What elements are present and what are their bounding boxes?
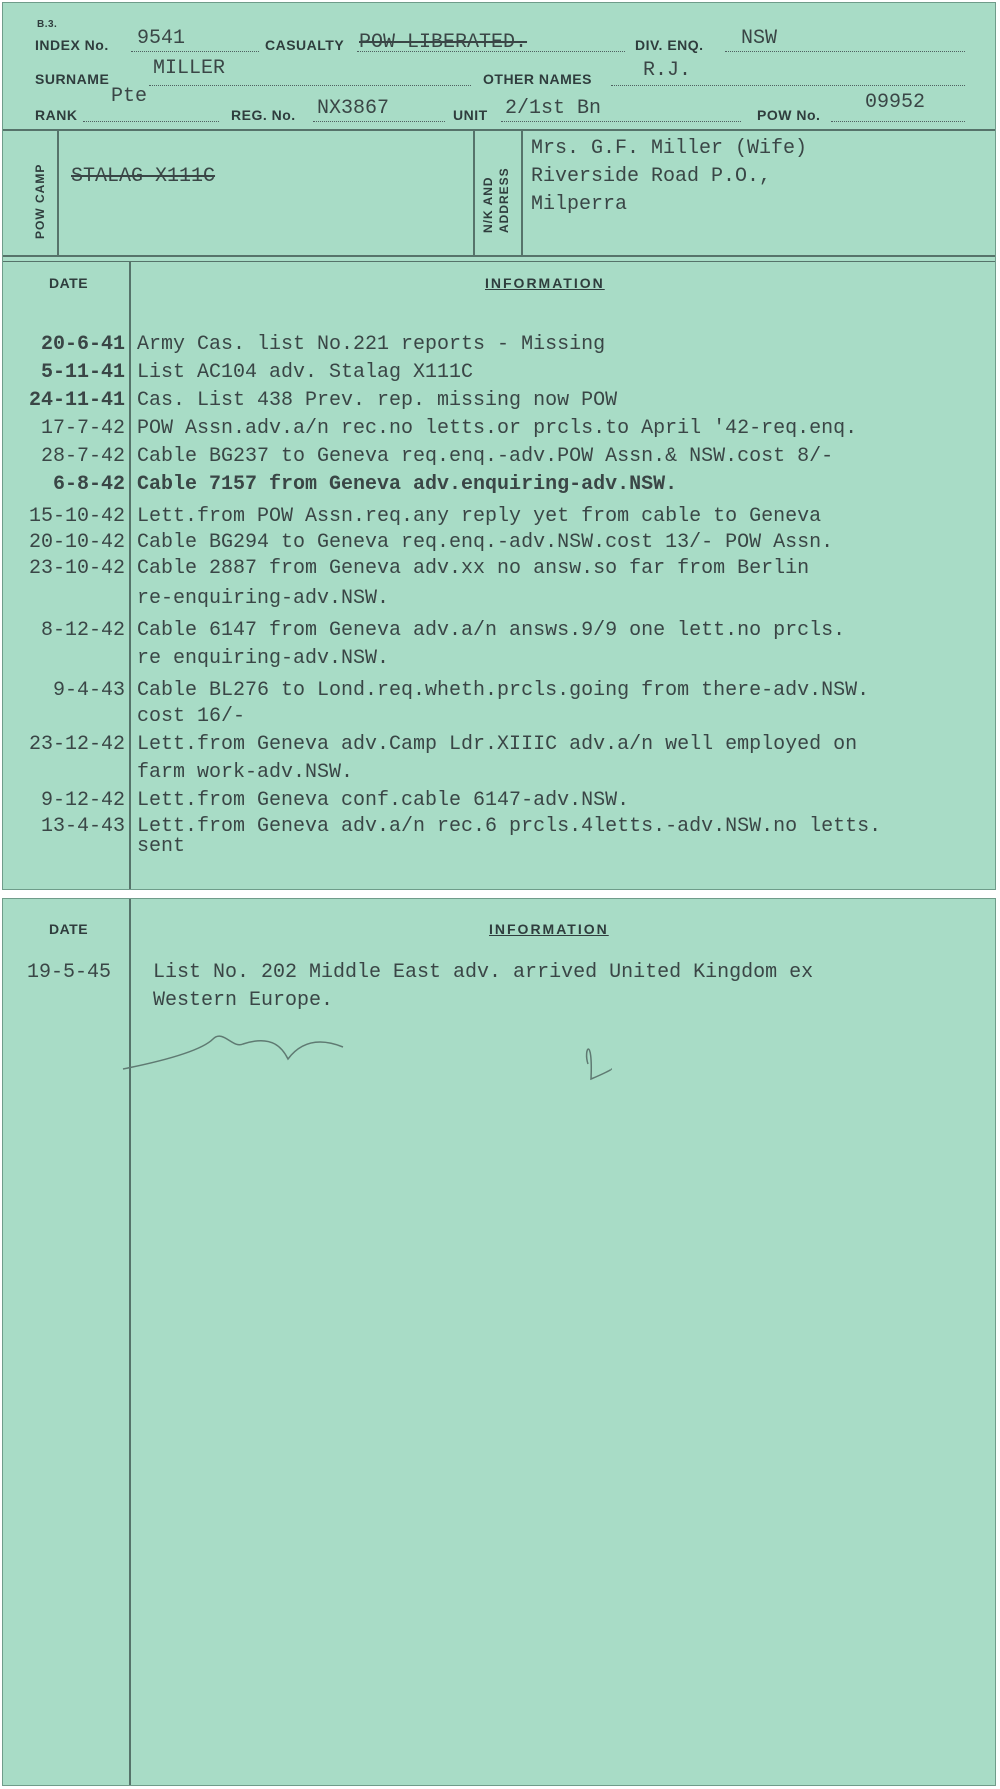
entry-date: 6-8-42	[52, 473, 125, 496]
entry-text: List AC104 adv. Stalag X111C	[137, 361, 474, 384]
casualty-label: CASUALTY	[265, 37, 345, 53]
entry-date: 17-7-42	[40, 417, 125, 440]
entry-text: Cable 2887 from Geneva adv.xx no answ.so far from Berlin	[137, 557, 810, 580]
form-code: B.3.	[37, 19, 58, 30]
reg-no-label: REG. No.	[231, 107, 296, 123]
entry-text: Lett.from Geneva adv.a/n rec.6 prcls.4letts.-adv.NSW.no letts.	[137, 815, 882, 838]
entry-text: farm work-adv.NSW.	[137, 761, 354, 784]
entry-row	[3, 989, 996, 1019]
other-names-value: R.J.	[643, 59, 692, 82]
entry-row	[3, 557, 996, 587]
entry-text: re enquiring-adv.NSW.	[137, 647, 390, 670]
entry-text: Cable BG237 to Geneva req.enq.-adv.POW Assn.& NSW.cost 8/-	[137, 445, 834, 468]
pow-no-label: POW No.	[757, 107, 821, 123]
div-enq-label: DIV. ENQ.	[635, 37, 704, 53]
unit-value: 2/1st Bn	[505, 97, 602, 120]
record-card-back	[2, 898, 996, 1786]
entry-row	[3, 705, 996, 735]
entry-text: Cable 6147 from Geneva adv.a/n answs.9/9 one lett.no prcls.	[137, 619, 846, 642]
entry-text: Army Cas. list No.221 reports - Missing	[137, 333, 606, 356]
entry-date: 15-10-42	[28, 505, 125, 528]
entry-date: 24-11-41	[28, 389, 125, 412]
entry-text: Cable 7157 from Geneva adv.enquiring-adv.NSW.	[137, 473, 678, 496]
entry-date: 9-12-42	[40, 789, 125, 812]
entry-row	[3, 619, 996, 649]
entry-text: Cable BG294 to Geneva req.enq.-adv.NSW.cost 13/- POW Assn.	[137, 531, 834, 554]
index-label: INDEX No.	[35, 37, 109, 53]
nok-line: Mrs. G.F. Miller (Wife)	[531, 137, 808, 160]
pow-camp-label: POW CAMP	[33, 163, 47, 239]
entry-text: sent	[137, 835, 186, 858]
entry-row	[3, 473, 996, 503]
casualty-value: POW LIBERATED.	[359, 31, 528, 54]
nok-label-line2: ADDRESS	[497, 167, 511, 233]
entry-row	[3, 361, 996, 391]
surname-value: MILLER	[153, 57, 226, 80]
entry-row	[3, 417, 996, 447]
reg-no-value: NX3867	[317, 97, 390, 120]
entry-text: Lett.from Geneva adv.Camp Ldr.XIIIC adv.a/n well employed on	[137, 733, 858, 756]
date-header: DATE	[49, 921, 89, 937]
nok-label-line1: N/K AND	[481, 176, 495, 233]
date-header: DATE	[49, 275, 89, 291]
entry-text: cost 16/-	[137, 705, 246, 728]
entry-row	[3, 761, 996, 791]
record-card-front	[2, 2, 996, 890]
entry-date: 5-11-41	[40, 361, 125, 384]
surname-label: SURNAME	[35, 71, 110, 87]
entry-date: 9-4-43	[52, 679, 125, 702]
entry-text: POW Assn.adv.a/n rec.no letts.or prcls.to April '42-req.enq.	[137, 417, 858, 440]
rank-value: Pte	[111, 85, 148, 108]
entry-row	[3, 389, 996, 419]
entry-date: 20-6-41	[40, 333, 125, 356]
entry-row	[3, 587, 996, 617]
entry-date: 23-10-42	[28, 557, 125, 580]
entry-row	[3, 333, 996, 363]
handwritten-scribble	[113, 1019, 613, 1099]
information-header: INFORMATION	[485, 275, 605, 291]
rank-label: RANK	[35, 107, 78, 123]
entry-date: 13-4-43	[40, 815, 125, 838]
entry-date: 23-12-42	[28, 733, 125, 756]
entry-text: List No. 202 Middle East adv. arrived United Kingdom ex	[153, 961, 814, 984]
entry-text: Cable BL276 to Lond.req.wheth.prcls.going from there-adv.NSW.	[137, 679, 870, 702]
pow-no-value: 09952	[865, 91, 926, 114]
pow-camp-value: STALAG X111C	[71, 165, 216, 188]
entry-row	[3, 647, 996, 677]
unit-label: UNIT	[453, 107, 488, 123]
entry-date: 20-10-42	[28, 531, 125, 554]
entry-date: 28-7-42	[40, 445, 125, 468]
entry-date: 8-12-42	[40, 619, 125, 642]
div-enq-value: NSW	[741, 27, 778, 50]
entry-row	[3, 961, 996, 991]
nok-line: Riverside Road P.O.,	[531, 165, 772, 188]
entry-date: 19-5-45	[26, 961, 111, 984]
entry-text: Western Europe.	[153, 989, 334, 1012]
entry-text: Lett.from Geneva conf.cable 6147-adv.NSW.	[137, 789, 630, 812]
index-value: 9541	[137, 27, 186, 50]
nok-line: Milperra	[531, 193, 628, 216]
entry-row	[3, 733, 996, 763]
other-names-label: OTHER NAMES	[483, 71, 592, 87]
entry-row	[3, 445, 996, 475]
entry-text: Lett.from POW Assn.req.any reply yet from cable to Geneva	[137, 505, 822, 528]
entry-row	[3, 835, 996, 865]
information-header: INFORMATION	[489, 921, 609, 937]
entry-text: re-enquiring-adv.NSW.	[137, 587, 390, 610]
entry-text: Cas. List 438 Prev. rep. missing now POW	[137, 389, 618, 412]
